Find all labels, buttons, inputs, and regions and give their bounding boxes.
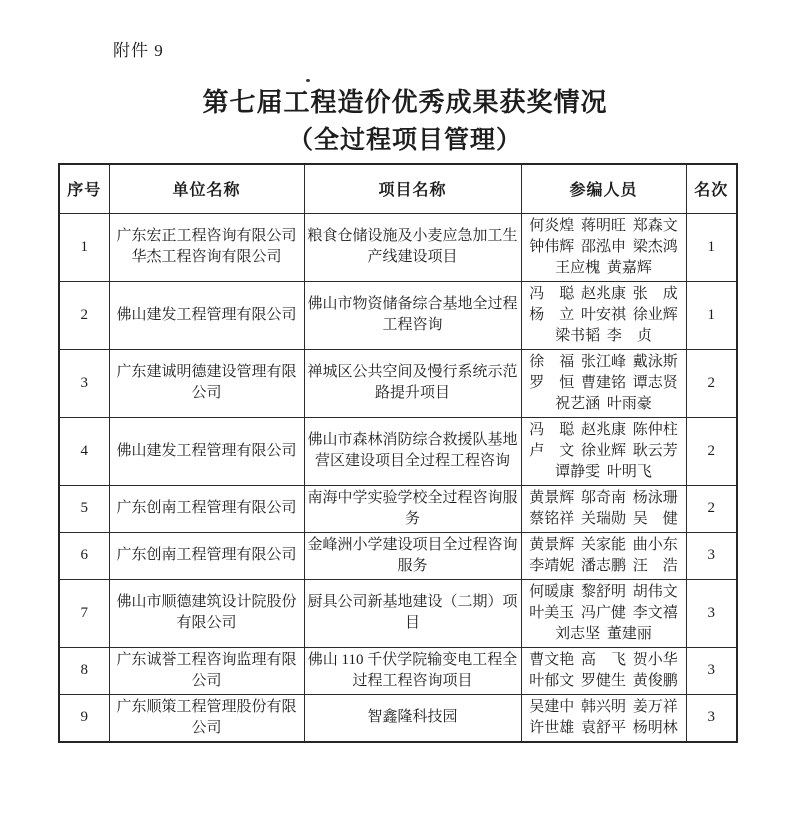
personnel-cell (521, 213, 686, 281)
column-header-project: 项目名称 (304, 164, 521, 213)
project-line: 过程工程咨询项目 (352, 672, 473, 689)
unit-line: 公司 (191, 672, 222, 689)
rank-cell: 3 (686, 532, 737, 579)
unit-line: 广东创南工程管理有限公司 (116, 500, 297, 516)
serial-cell: 7 (59, 579, 109, 647)
unit-line: 广东宏正工程咨询有限公司 (116, 228, 297, 244)
personnel-line: 卢 文 徐业辉 耿云芳 (529, 442, 678, 459)
serial-cell: 4 (59, 417, 109, 485)
project-line: 路提升项目 (374, 385, 450, 401)
unit-cell (109, 213, 304, 281)
column-header-unit: 单位名称 (109, 164, 304, 213)
attachment-label: 附件 9 (113, 41, 164, 60)
column-header-rank: 名次 (686, 164, 737, 213)
rank-cell: 3 (686, 694, 737, 742)
awards-table (58, 163, 738, 743)
personnel-line: 杨 立 叶安祺 徐业辉 (529, 306, 678, 323)
unit-line: 佛山市顺德建筑设计院股份 (116, 594, 297, 610)
personnel-line: 徐 福 张江峰 戴泳斯 (529, 353, 678, 370)
project-cell (304, 349, 521, 417)
personnel-cell (521, 417, 686, 485)
personnel-line: 祝艺涵 叶雨豪 (555, 395, 652, 412)
personnel-line: 黄景辉 关家能 曲小东 (529, 536, 678, 553)
project-cell (304, 532, 521, 579)
personnel-line: 刘志坚 董建丽 (555, 625, 652, 642)
column-header-no: 序号 (59, 164, 109, 213)
personnel-line: 何炎煌 蒋明旺 郑森文 (529, 217, 678, 234)
unit-line: 佛山建发工程管理有限公司 (116, 442, 297, 459)
unit-cell (109, 417, 304, 485)
personnel-cell (521, 349, 686, 417)
table-header-row (59, 164, 737, 213)
project-line: 金峰洲小学建设项目全过程咨询 (307, 536, 518, 553)
project-line: 服务 (397, 557, 428, 574)
unit-cell (109, 485, 304, 532)
unit-line: 广东顺策工程管理股份有限 (116, 698, 297, 715)
personnel-line: 罗 恒 曹建铭 谭志贤 (529, 374, 678, 391)
unit-line: 佛山建发工程管理有限公司 (116, 306, 297, 323)
table-row (59, 532, 737, 579)
project-line: 佛山市物资储备综合基地全过程 (307, 296, 518, 312)
project-line: 粮食仓储设施及小麦应急加工生 (307, 228, 518, 244)
unit-line: 有限公司 (176, 615, 237, 631)
unit-cell (109, 694, 304, 742)
personnel-line: 冯 聪 赵兆康 陈仲柱 (529, 421, 678, 438)
serial-cell: 8 (59, 647, 109, 694)
unit-line: 广东建诚明德建设管理有限 (116, 364, 297, 380)
project-line: 佛山市森林消防综合救援队基地 (307, 432, 518, 448)
page-subtitle: （全过程项目管理） (287, 127, 522, 154)
project-line: 禅城区公共空间及慢行系统示范 (307, 364, 518, 380)
table-row (59, 281, 737, 349)
personnel-cell (521, 485, 686, 532)
unit-line: 公司 (191, 719, 222, 736)
personnel-line: 叶美玉 冯广健 李文禧 (529, 604, 678, 621)
table-row (59, 485, 737, 532)
page-title: 第七届工程造价优秀成果获奖情况 (202, 88, 608, 117)
rank-cell: 3 (686, 579, 737, 647)
personnel-line: 许世雄 袁舒平 杨明林 (529, 719, 678, 736)
unit-line: 华杰工程咨询有限公司 (131, 249, 282, 265)
rank-cell: 2 (686, 417, 737, 485)
rank-cell: 3 (686, 647, 737, 694)
personnel-line: 蔡铭祥 关瑞勋 吴 健 (529, 510, 678, 527)
project-line: 智鑫隆科技园 (367, 709, 458, 725)
rank-cell: 1 (686, 281, 737, 349)
rank-cell: 2 (686, 485, 737, 532)
personnel-cell (521, 532, 686, 579)
column-header-personnel: 参编人员 (521, 164, 686, 213)
project-line: 佛山 110 千伏学院输变电工程全 (307, 651, 518, 668)
project-line: 营区建设项目全过程工程咨询 (314, 453, 510, 469)
serial-cell: 9 (59, 694, 109, 742)
personnel-line: 曹文艳 高 飞 贺小华 (529, 651, 678, 668)
personnel-line: 李靖妮 潘志鹏 汪 浩 (529, 557, 678, 574)
personnel-line: 何暖康 黎舒明 胡伟文 (529, 583, 678, 600)
project-cell (304, 579, 521, 647)
project-cell (304, 485, 521, 532)
personnel-line: 冯 聪 赵兆康 张 成 (529, 285, 678, 302)
table-row (59, 349, 737, 417)
serial-cell: 6 (59, 532, 109, 579)
project-line: 目 (404, 615, 420, 631)
serial-cell: 5 (59, 485, 109, 532)
unit-cell (109, 647, 304, 694)
unit-cell (109, 281, 304, 349)
project-line: 产线建设项目 (367, 249, 458, 265)
project-cell (304, 694, 521, 742)
unit-cell (109, 349, 304, 417)
unit-line: 广东创南工程管理有限公司 (116, 547, 297, 563)
rank-cell: 2 (686, 349, 737, 417)
personnel-line: 谭静雯 叶明飞 (555, 463, 652, 480)
personnel-line: 黄景辉 邬奇南 杨泳珊 (529, 489, 678, 506)
project-line: 务 (404, 510, 420, 527)
table-row (59, 417, 737, 485)
project-cell (304, 213, 521, 281)
personnel-line: 钟伟辉 邵泓申 梁杰鸿 (529, 238, 678, 255)
personnel-line: 梁书韬 李 贞 (555, 327, 652, 344)
personnel-cell (521, 281, 686, 349)
project-line: 南海中学实验学校全过程咨询服 (307, 489, 518, 506)
project-cell (304, 647, 521, 694)
rank-cell: 1 (686, 213, 737, 281)
serial-cell: 3 (59, 349, 109, 417)
table-row (59, 213, 737, 281)
personnel-line: 叶郁文 罗健生 黄俊鹏 (529, 672, 678, 689)
serial-cell: 2 (59, 281, 109, 349)
table-row (59, 647, 737, 694)
unit-line: 广东诚誉工程咨询监理有限 (116, 651, 297, 668)
personnel-cell (521, 694, 686, 742)
project-cell (304, 417, 521, 485)
unit-cell (109, 532, 304, 579)
personnel-cell (521, 579, 686, 647)
serial-cell: 1 (59, 213, 109, 281)
unit-cell (109, 579, 304, 647)
project-cell (304, 281, 521, 349)
table-row (59, 694, 737, 742)
project-line: 厨具公司新基地建设（二期）项 (307, 594, 518, 610)
personnel-line: 吴建中 韩兴明 姜万祥 (529, 698, 678, 715)
unit-line: 公司 (191, 385, 222, 401)
personnel-cell (521, 647, 686, 694)
table-row (59, 579, 737, 647)
project-line: 工程咨询 (382, 317, 443, 333)
personnel-line: 王应槐 黄嘉辉 (555, 259, 652, 276)
